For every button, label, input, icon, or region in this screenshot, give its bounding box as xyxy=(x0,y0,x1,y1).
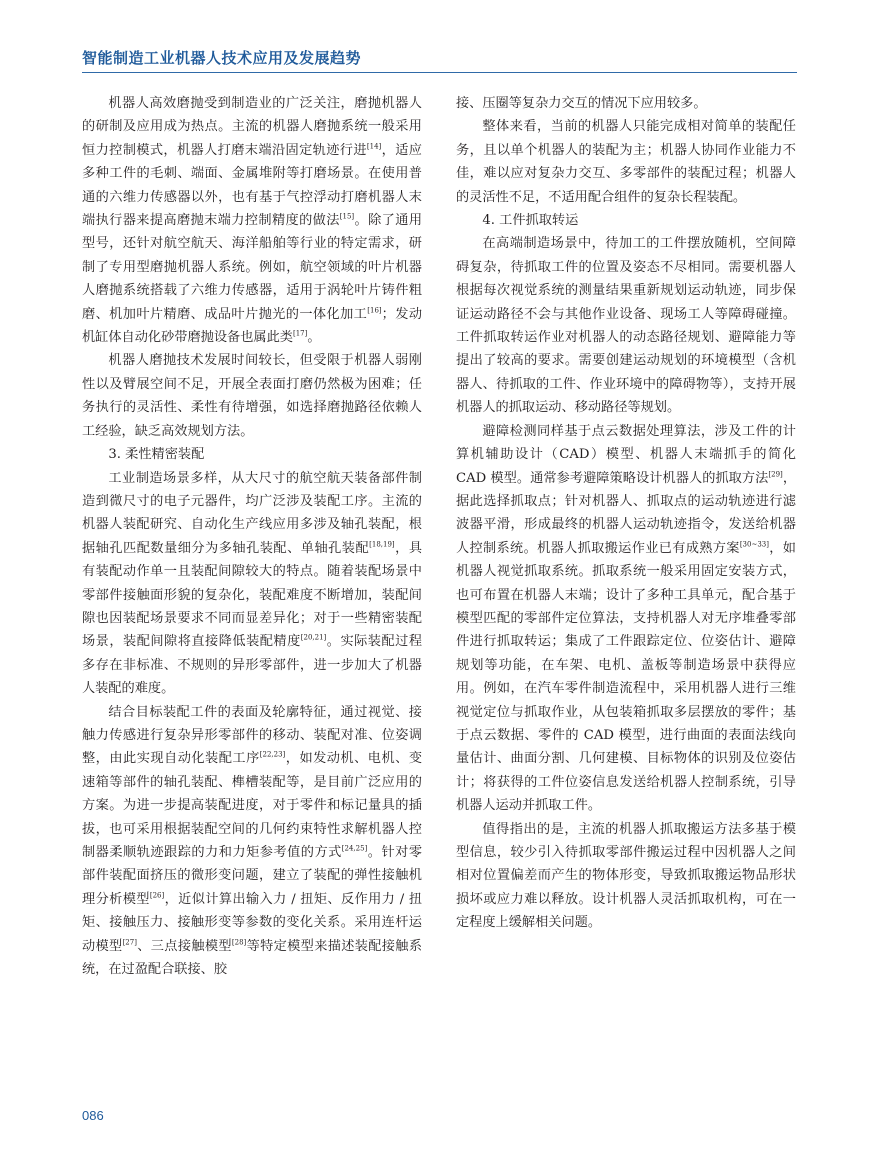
body-paragraph xyxy=(82,349,422,443)
left-column xyxy=(82,92,422,981)
body-paragraph xyxy=(82,92,422,349)
text-run: 在高端制造场景中，待加工的工件摆放随机，空间障碍复杂，待抓取工件的位置及姿态不尽相同。需要机器人根据每次视觉系统的测量结果重新规划运动轨迹，同步保证运动路径不会与其他作业设备、现场工人等障碍碰撞。工件抓取转运作业对机器人的动态路径规划、避障能力等提出了较高的要求。需要创建运动规划的环境模型（含机器人、待抓取的工件、作业环境中的障碍物等），支持开展机器人的抓取运动、移动路径等规划。 xyxy=(456,236,796,416)
running-header-title: 智能制造工业机器人技术应用及发展趋势 xyxy=(82,49,362,67)
citation-ref: [20,21] xyxy=(300,633,327,642)
citation-ref: [26] xyxy=(149,891,165,900)
citation-ref: [28] xyxy=(231,938,247,947)
running-header xyxy=(82,48,797,68)
section-heading xyxy=(82,443,422,466)
citation-ref: [16] xyxy=(367,306,382,315)
citation-ref: [18,19] xyxy=(369,540,395,549)
text-run: 结合目标装配工件的表面及轮廓特征，通过视觉、接触力传感进行复杂异形零部件的移动、装配对准、位姿调整，由此实现自动化装配工序 xyxy=(82,704,422,767)
citation-ref: [30~33] xyxy=(739,540,769,549)
citation-ref: [24,25] xyxy=(341,844,368,853)
text-run: 接、压圈等复杂力交互的情况下应用较多。 xyxy=(456,96,707,111)
citation-ref: [17] xyxy=(293,329,308,338)
text-run: 。 xyxy=(307,330,321,346)
text-run: 4. 工件抓取转运 xyxy=(482,213,579,229)
section-heading xyxy=(456,209,796,232)
text-run: 避障检测同样基于点云数据处理算法，涉及工件的计算机辅助设计（CAD）模型、机器人末端抓手的简化 CAD 模型。通常参考避障策略设计机器人的抓取方法 xyxy=(456,423,796,486)
citation-ref: [14] xyxy=(366,142,382,151)
body-paragraph xyxy=(456,818,796,935)
header-rule xyxy=(82,72,797,73)
text-run: 。实际装配过程多存在非标准、不规则的异形零部件，进一步加大了机器人装配的难度。 xyxy=(82,634,423,697)
text-run: 机器人磨抛技术发展时间较长，但受限于机器人弱刚性以及臂展空间不足，开展全表面打磨仍然极为困难；任务执行的灵活性、柔性有待增强，如选择磨抛路径依赖人工经验，缺乏高效规划方法。 xyxy=(82,353,422,439)
citation-ref: [15] xyxy=(339,212,355,221)
text-run: 。除了通用型号，还针对航空航天、海洋船舶等行业的特定需求，研制了专用型磨抛机器人系统。例如，航空领域的叶片机器人磨抛系统搭载了六维力传感器，适用于涡轮叶片铸件粗磨、机加叶片精磨、成品叶片抛光的一体化加工 xyxy=(82,213,423,322)
text-run: 整体来看，当前的机器人只能完成相对简单的装配任务，且以单个机器人的装配为主；机器人协同作业能力不佳，难以应对复杂力交互、多零部件的装配过程；机器人的灵活性不足，不适用配合组件的复杂长程装配。 xyxy=(456,119,796,205)
citation-ref: [29] xyxy=(768,470,783,479)
text-run: ；发动机缸体自动化砂带磨抛设备也属此类 xyxy=(82,306,423,346)
body-paragraph xyxy=(456,92,796,115)
text-run: 3. 柔性精密装配 xyxy=(108,447,205,463)
text-run: ，据此选择抓取点；针对机器人、抓取点的运动轨迹进行滤波器平滑，形成最终的机器人运动轨迹指令，发送给机器人控制系统。机器人抓取搬运作业已有成熟方案 xyxy=(456,470,797,556)
text-run: 值得指出的是，主流的机器人抓取搬运方法多基于模型信息，较少引入待抓取零部件搬运过程中因机器人之间相对位置偏差而产生的物体形变，导致抓取搬运物品形状损坏或应力难以释放。设计机器人灵活抓取机构，可在一定程度上缓解相关问题。 xyxy=(456,821,796,931)
body-paragraph xyxy=(82,467,422,701)
text-run: 机器人高效磨抛受到制造业的广泛关注，磨抛机器人的研制及应用成为热点。主流的机器人磨抛系统一般采用恒力控制模式，机器人打磨末端沿固定轨迹行进 xyxy=(82,96,422,158)
text-run: ，具有装配动作单一且装配间隙较大的特点。随着装配场景中零部件接触面形貌的复杂化，装配难度不断增加，装配间隙也因装配场景要求不同而显差异化；对于一些精密装配场景，装配间隙将直接降低装配精度 xyxy=(82,540,423,650)
text-run: 。针对零部件装配面挤压的微形变问题，建立了装配的弹性接触机理分析模型 xyxy=(82,845,423,907)
citation-ref: [22,23] xyxy=(259,750,286,759)
body-paragraph xyxy=(456,420,796,818)
citation-ref: [27] xyxy=(122,938,137,947)
text-run: ，如发动机、电机、变速箱等部件的轴孔装配、榫槽装配等，是目前广泛应用的方案。为进一步提高装配进度，对于零件和标记量具的插拔，也可采用根据装配空间的几何约束特性求解机器人控制器柔顺轨迹跟踪的力和力矩参考值的方式 xyxy=(82,751,423,860)
body-paragraph xyxy=(82,701,422,982)
body-paragraph xyxy=(456,115,796,209)
body-paragraph xyxy=(456,232,796,419)
text-run: ，适应多种工件的毛刺、端面、金属堆附等打磨场景。在使用普通的六维力传感器以外，也有基于气控浮动打磨机器人末端执行器来提高磨抛末端力控制精度的做法 xyxy=(82,142,422,229)
text-run: 等特定模型来描述装配接触系统，在过盈配合联接、胶 xyxy=(82,938,423,978)
text-run: 工业制造场景多样，从大尺寸的航空航天装备部件制造到微尺寸的电子元器件，均广泛涉及装配工序。主流的机器人装配研究、自动化生产线应用多涉及轴孔装配，根据轴孔匹配数量细分为多轴孔装配、单轴孔装配 xyxy=(82,470,422,556)
text-run: ，近似计算出输入力 / 扭矩、反作用力 / 扭矩、接触压力、接触形变等参数的变化关系。采用连杆运动模型 xyxy=(82,891,423,954)
text-run: 、三点接触模型 xyxy=(136,938,232,954)
right-column xyxy=(456,92,796,935)
page-number: 086 xyxy=(82,1108,104,1123)
text-run: ，如机器人视觉抓取系统。抓取系统一般采用固定安装方式，也可布置在机器人末端；设计了多种工具单元，配合基于模型匹配的零部件定位算法，支持机器人对无序堆叠零部件进行抓取转运；集成了工件跟踪定位、位姿估计、避障规划等功能，在车架、电机、盖板等制造场景中获得应用。例如，在汽车零件制造流程中，采用机器人进行三维视觉定位与抓取作业，从包装箱抓取多层摆放的零件；基于点云数据、零件的 CAD 模型，进行曲面的表面法线向量估计、曲面分割、几何建模、目标物体的识别及位姿估计；将获得的工件位姿信息发送给机器人控制系统，引导机器人运动并抓取工件。 xyxy=(456,540,796,814)
